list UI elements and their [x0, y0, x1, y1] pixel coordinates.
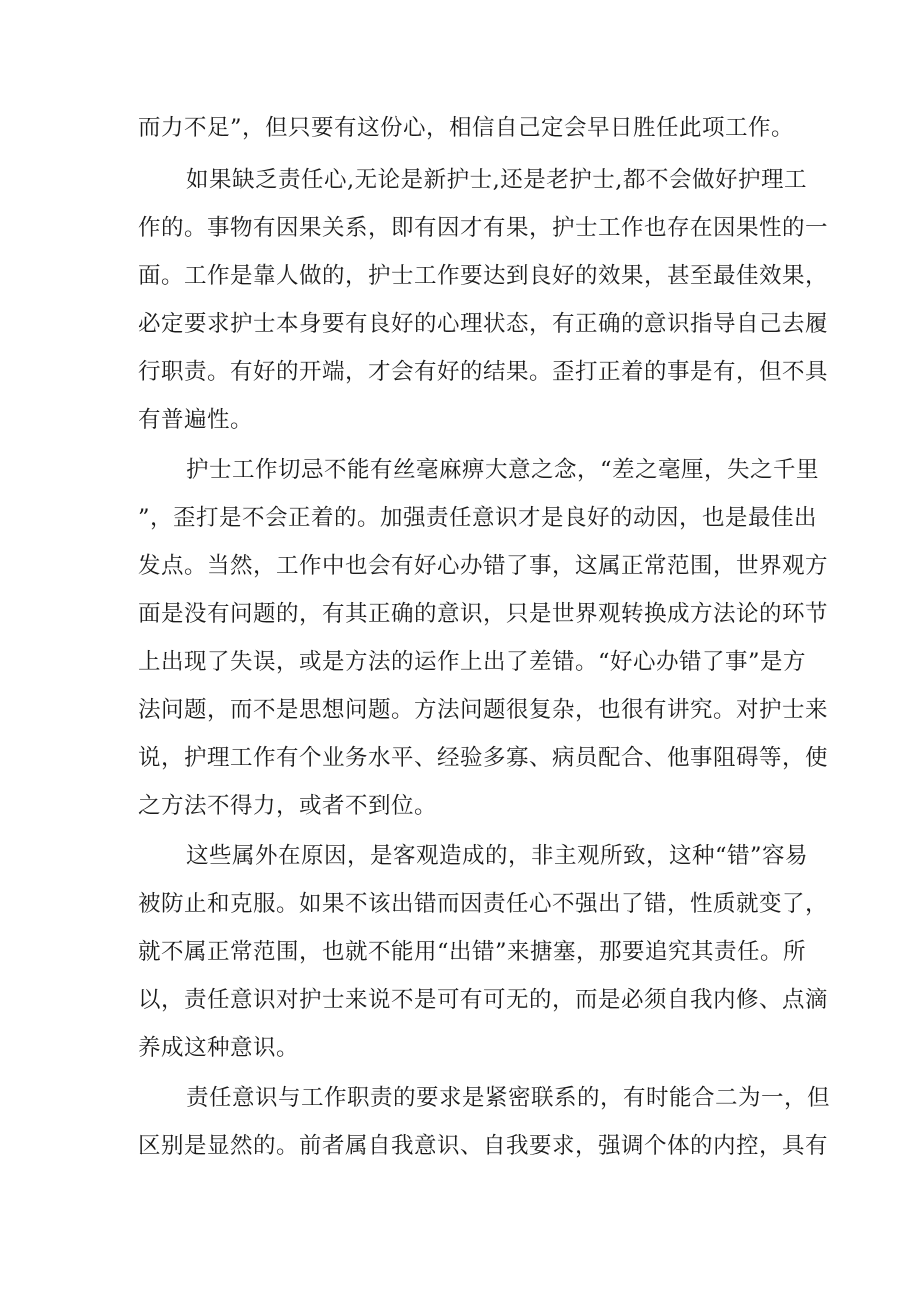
paragraph-first-line: 如果缺乏责任心,无论是新护士,还是老护士,都不会做好护理工 — [186, 167, 807, 193]
text-line: 面。工作是靠人做的，护士工作要达到良好的效果，甚至最佳效果， — [138, 263, 829, 289]
paragraph-first-line: 责任意识与工作职责的要求是紧密联系的，有时能合二为一，但 — [186, 1085, 831, 1111]
text-line: 发点。当然，工作中也会有好心办错了事，这属正常范围，世界观方 — [138, 553, 829, 579]
paragraph-first-line: 护士工作切忌不能有丝毫麻痹大意之念，“差之毫厘，失之千里 — [186, 457, 820, 483]
text-line: 必定要求护士本身要有良好的心理状态，有正确的意识指导自己去履 — [138, 311, 829, 337]
text-line: 说，护理工作有个业务水平、经验多寡、病员配合、他事阻碍等，使 — [138, 745, 829, 771]
paragraph-first-line: 这些属外在原因，是客观造成的，非主观所致，这种“错”容易 — [186, 843, 809, 869]
text-line: 以，责任意识对护士来说不是可有可无的，而是必须自我内修、点滴 — [138, 987, 829, 1013]
text-line: ”，歪打是不会正着的。加强责任意识才是良好的动因，也是最佳出 — [138, 505, 818, 531]
text-line: 而力不足”，但只要有这份心，相信自己定会早日胜任此项工作。 — [138, 115, 795, 141]
text-line: 被防止和克服。如果不该出错而因责任心不强出了错，性质就变了， — [138, 891, 829, 917]
text-line: 行职责。有好的开端，才会有好的结果。歪打正着的事是有，但不具 — [138, 359, 829, 385]
text-line: 养成这种意识。 — [138, 1035, 300, 1061]
text-line: 区别是显然的。前者属自我意识、自我要求，强调个体的内控，具有 — [138, 1133, 829, 1159]
text-line: 之方法不得力，或者不到位。 — [138, 793, 438, 819]
text-line: 法问题，而不是思想问题。方法问题很复杂，也很有讲究。对护士来 — [138, 697, 829, 723]
text-line: 就不属正常范围，也就不能用“出错”来搪塞，那要追究其责任。所 — [138, 939, 807, 965]
text-line: 面是没有问题的，有其正确的意识，只是世界观转换成方法论的环节 — [138, 601, 829, 627]
text-line: 上出现了失误，或是方法的运作上出了差错。“好心办错了事”是方 — [138, 649, 807, 675]
text-line: 作的。事物有因果关系，即有因才有果，护士工作也存在因果性的一 — [138, 215, 829, 241]
text-line: 有普遍性。 — [138, 407, 254, 433]
